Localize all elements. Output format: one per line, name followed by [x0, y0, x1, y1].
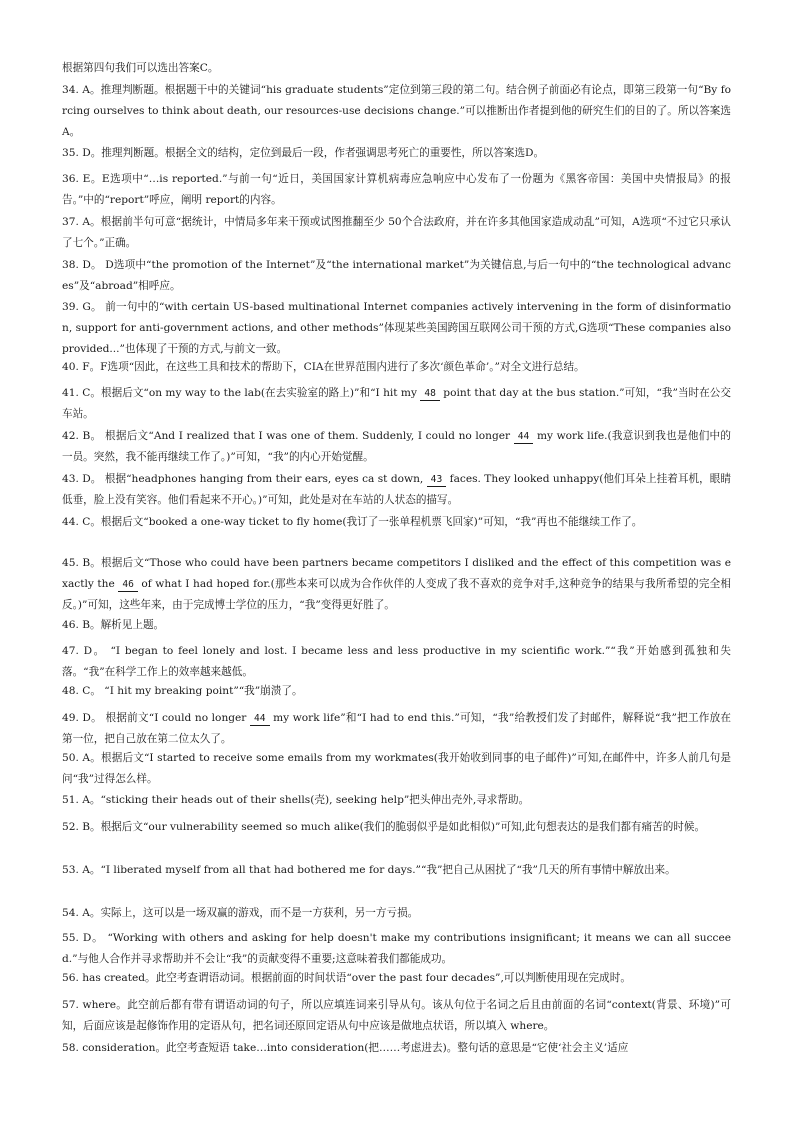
answer-paragraph: 54. A。实际上，这可以是一场双赢的游戏，而不是一方获利，另一方亏损。 [62, 907, 419, 919]
answer-paragraph: 45. B。根据后文“Those who could have been partners became competitors I disliked and the effect of this competition was exactly the 46 of what I had hoped for.(那些本来可以成为合作伙伴的人变成了我不喜欢的竞争对手,这种竞争的结果与我所希望的完全相反。)”可知，这些年来，由于完成博士学位的压力，“我”变得更好胜了。 [62, 557, 731, 611]
answer-paragraph: 38. D。 D选项中“the promotion of the Internet”及“the international market”为关键信息,与后一句中的“the technological advances”及“abroad”相呼应。 [62, 259, 731, 292]
answer-blank: 46 [118, 578, 138, 592]
answer-paragraph: 58. consideration。此空考查短语 take…into consideration(把……考虑进去)。整句话的意思是“它使‘社会主义’适应 [62, 1042, 629, 1054]
answer-paragraph: 51. A。“sticking their heads out of their shells(壳), seeking help”把头伸出壳外,寻求帮助。 [62, 794, 530, 806]
answer-paragraph: 39. G。 前一句中的“with certain US-based multinational Internet companies actively intervening in the form of disinformation, support for anti-government actions, and other methods”体现某些美国跨国互联网公司干预的方式,G选项“These companies also provided...”也体现了干预的方式,与前文一致。 [62, 301, 731, 355]
answer-paragraph: 46. B。解析见上题。 [62, 619, 165, 631]
answer-blank: 43 [427, 473, 447, 487]
answer-paragraph: 41. C。根据后文“on my way to the lab(在去实验室的路上)”和“I hit my 48 point that day at the bus station.”可知，“我”当时在公交车站。 [62, 387, 731, 420]
answer-paragraph: 34. A。推理判断题。根据题干中的关键词“his graduate students”定位到第三段的第二句。结合例子前面必有论点，即第三段第一句“By forcing ourselves to think about death, our resources-use decisions change.”可以推断出作者提到他的研究生们的目的了。所以答案选A。 [62, 84, 731, 138]
answer-paragraph: 根据第四句我们可以选出答案C。 [62, 62, 219, 74]
answer-paragraph: 49. D。 根据前文“I could no longer 44 my work life”和“I had to end this.”可知，“我”给教授们发了封邮件，解释说“我”把工作放在第一位，把自己放在第二位太久了。 [62, 712, 731, 745]
answer-paragraph: 43. D。 根据“headphones hanging from their ears, eyes ca st down, 43 faces. They looked unhappy(他们耳朵上挂着耳机，眼睛低垂，脸上没有笑容。他们看起来不开心。)”可知，此处是对在车站的人状态的描写。 [62, 473, 732, 506]
answer-paragraph: 50. A。根据后文“I started to receive some emails from my workmates(我开始收到同事的电子邮件)”可知,在邮件中，许多人前几句是问“我”过得怎么样。 [62, 752, 731, 785]
answer-paragraph: 55. D。 “Working with others and asking for help doesn't make my contributions insignificant; it means we can all succeed.”与他人合作并寻求帮助并不会让“我”的贡献变得不重要;这意味着我们都能成功。 [62, 932, 731, 965]
answer-paragraph: 48. C。 “I hit my breaking point”“我”崩溃了。 [62, 685, 303, 697]
answer-paragraph: 37. A。根据前半句可意“据统计，中情局多年来干预或试图推翻至少 50个合法政府，并在许多其他国家造成动乱”可知，A选项“不过它只承认了七个。”正确。 [62, 216, 731, 249]
answer-paragraph: 42. B。 根据后文“And I realized that I was one of them. Suddenly, I could no longer 44 my work life.(我意识到我也是他们中的一员。突然，我不能再继续工作了。)”可知，“我”的内心开始觉醒。 [62, 430, 731, 463]
answer-paragraph: 44. C。根据后文“booked a one-way ticket to fly home(我订了一张单程机票飞回家)”可知，“我”再也不能继续工作了。 [62, 516, 643, 528]
answer-paragraph: 40. F。F选项“因此，在这些工具和技术的帮助下，CIA在世界范围内进行了多次‘颜色革命’。”对全文进行总结。 [62, 361, 585, 373]
answer-blank: 44 [250, 712, 270, 726]
answer-paragraph: 52. B。根据后文“our vulnerability seemed so much alike(我们的脆弱似乎是如此相似)”可知,此句想表达的是我们都有痛苦的时候。 [62, 821, 706, 833]
answer-paragraph: 56. has created。此空考查谓语动词。根据前面的时间状语“over the past four decades”,可以判断使用现在完成时。 [62, 972, 631, 984]
answer-paragraph: 57. where。此空前后都有带有谓语动词的句子，所以应填连词来引导从句。该从句位于名词之后且由前面的名词“context(背景、环境)”可知，后面应该是起修饰作用的定语从句，把名词还原回定语从句中应该是做地点状语，所以填入 where。 [62, 999, 731, 1032]
answer-paragraph: 36. E。E选项中“…is reported.”与前一句“近日，美国国家计算机病毒应急响应中心发布了一份题为《黑客帝国：美国中央情报局》的报告。”中的“report”呼应，阐明 report的内容。 [62, 173, 731, 206]
answer-paragraph: 47. D。 “I began to feel lonely and lost. I became less and less productive in my scientific work.”“我”开始感到孤独和失落。“我”在科学工作上的效率越来越低。 [62, 645, 731, 678]
answer-blank: 44 [514, 430, 534, 444]
answer-blank: 48 [420, 387, 440, 401]
answer-paragraph: 35. D。推理判断题。根据全文的结构，定位到最后一段，作者强调思考死亡的重要性，所以答案选D。 [62, 147, 545, 159]
answer-paragraph: 53. A。“I liberated myself from all that had bothered me for days.”“我”把自己从困扰了“我”几天的所有事情中解放出来。 [62, 864, 676, 876]
